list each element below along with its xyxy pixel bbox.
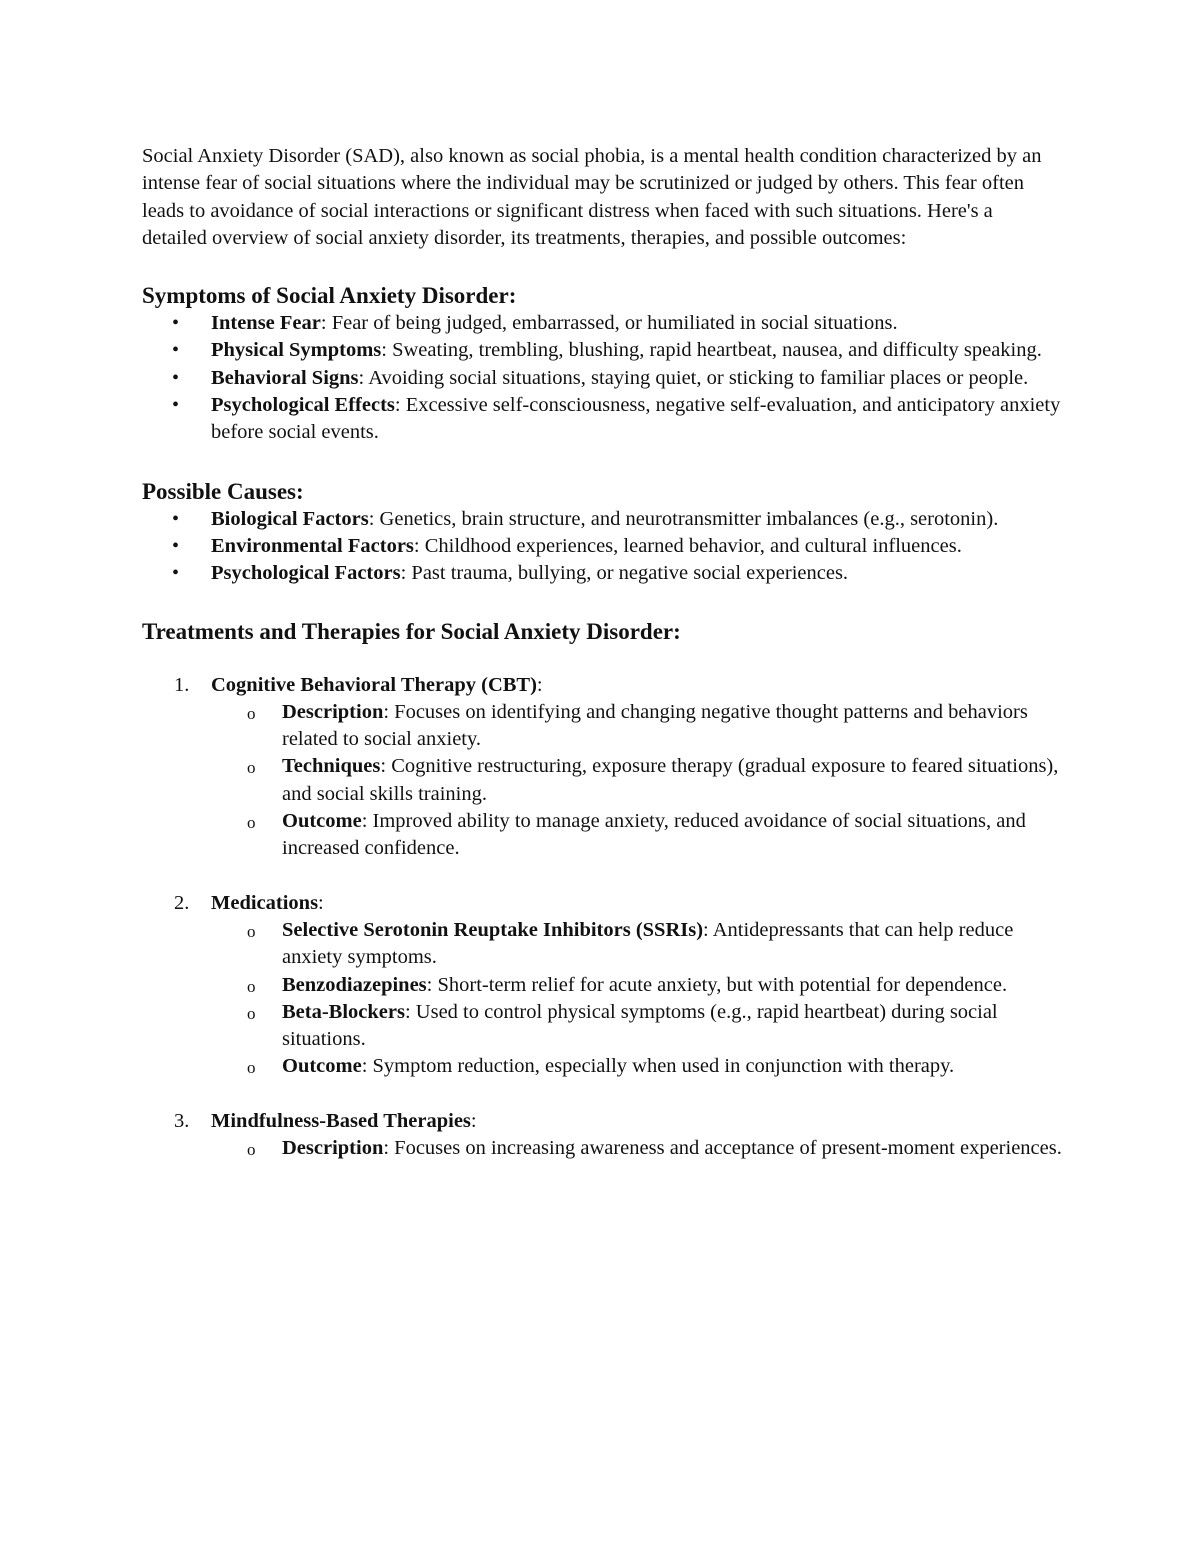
item-text: : Childhood experiences, learned behavior, and cultural influences. <box>413 534 962 557</box>
sub-term: Description <box>282 700 384 723</box>
symptoms-heading: Symptoms of Social Anxiety Disorder: <box>142 283 517 309</box>
item-text: : Sweating, trembling, blushing, rapid heartbeat, nausea, and difficulty speaking. <box>381 339 1042 362</box>
bullet-icon: • <box>172 562 180 585</box>
treatment-item <box>142 1108 1062 1163</box>
sub-text: : Short-term relief for acute anxiety, but with potential for dependence. <box>426 973 1008 996</box>
intro-paragraph: Social Anxiety Disorder (SAD), also known as social phobia, is a mental health condition characterized by an intense fear of social situations where the individual may be scrutinized or judged by others. This fear often leads to avoidance of social interactions or significant distress when faced with such situations. Here's a detailed overview of social anxiety disorder, its treatments, therapies, and possible outcomes: <box>142 145 1042 249</box>
item-term: Biological Factors <box>211 507 369 530</box>
sub-text: : Symptom reduction, especially when used in conjunction with therapy. <box>361 1055 955 1078</box>
sub-term: Selective Serotonin Reuptake Inhibitors (SSRIs) <box>282 918 704 941</box>
sub-item <box>211 699 1062 754</box>
sub-text: : Improved ability to manage anxiety, reduced avoidance of social situations, and increased confidence. <box>282 810 1026 860</box>
item-number: 3. <box>174 1109 190 1132</box>
document-page <box>142 143 1062 1162</box>
sub-term: Description <box>282 1137 384 1160</box>
circle-bullet-icon: o <box>247 758 256 778</box>
list-item <box>142 533 1062 560</box>
treatment-item <box>142 672 1062 863</box>
item-term: Intense Fear <box>211 312 321 335</box>
item-text: : Past trauma, bullying, or negative social experiences. <box>400 562 849 585</box>
circle-bullet-icon: o <box>247 1140 256 1160</box>
sub-term: Outcome <box>282 1055 362 1078</box>
circle-bullet-icon: o <box>247 813 256 833</box>
item-term: Behavioral Signs <box>211 366 359 389</box>
sub-text: : Focuses on identifying and changing negative thought patterns and behaviors related to social anxiety. <box>282 700 1028 751</box>
sub-item <box>211 1053 1062 1080</box>
circle-bullet-icon: o <box>247 921 256 941</box>
sub-term: Beta-Blockers <box>282 1000 405 1023</box>
sub-text: : Focuses on increasing awareness and acceptance of present-moment experiences. <box>383 1137 1062 1160</box>
treatments-heading: Treatments and Therapies for Social Anxiety Disorder: <box>142 618 681 644</box>
treatment-suffix: : <box>318 891 324 914</box>
symptoms-list <box>142 310 1062 446</box>
sub-text: : Cognitive restructuring, exposure therapy (gradual exposure to feared situations), and social skills training. <box>282 755 1059 805</box>
sub-term: Techniques <box>282 755 381 778</box>
causes-heading: Possible Causes: <box>142 478 304 504</box>
item-text: : Genetics, brain structure, and neurotransmitter imbalances (e.g., serotonin). <box>368 507 999 530</box>
item-text: : Excessive self-consciousness, negative self-evaluation, and anticipatory anxiety before social events. <box>211 394 1061 444</box>
list-item <box>142 392 1062 447</box>
treatments-list <box>142 672 1062 1163</box>
treatment-suffix: : <box>470 1109 477 1132</box>
treatment-title: Medications <box>211 891 319 914</box>
sub-list <box>211 1135 1062 1162</box>
treatment-item <box>142 890 1062 1081</box>
bullet-icon: • <box>172 339 180 362</box>
item-text: : Avoiding social situations, staying quiet, or sticking to familiar places or people. <box>358 366 1029 389</box>
list-item <box>142 506 1062 533</box>
sub-list <box>211 917 1062 1081</box>
causes-list <box>142 506 1062 588</box>
bullet-icon: • <box>172 312 180 335</box>
circle-bullet-icon: o <box>247 1058 256 1078</box>
treatment-title: Mindfulness-Based Therapies <box>211 1109 471 1132</box>
bullet-icon: • <box>172 507 180 530</box>
list-item <box>142 337 1062 364</box>
item-term: Environmental Factors <box>211 534 414 557</box>
sub-item <box>211 972 1062 999</box>
item-term: Physical Symptoms <box>211 339 382 362</box>
treatment-title: Cognitive Behavioral Therapy (CBT) <box>211 673 537 696</box>
item-term: Psychological Factors <box>211 562 401 585</box>
bullet-icon: • <box>172 394 180 417</box>
circle-bullet-icon: o <box>247 976 256 996</box>
sub-term: Benzodiazepines <box>282 973 427 996</box>
sub-term: Outcome <box>282 810 362 833</box>
item-number: 1. <box>174 673 190 696</box>
sub-item <box>211 808 1062 863</box>
list-item <box>142 310 1062 337</box>
sub-item <box>211 1135 1062 1162</box>
treatment-suffix: : <box>536 673 543 696</box>
item-text: : Fear of being judged, embarrassed, or humiliated in social situations. <box>320 312 898 335</box>
sub-text: : Antidepressants that can help reduce anxiety symptoms. <box>282 918 1014 969</box>
circle-bullet-icon: o <box>247 703 256 723</box>
sub-item <box>211 999 1062 1054</box>
sub-item <box>211 753 1062 808</box>
bullet-icon: • <box>172 366 180 389</box>
sub-item <box>211 917 1062 972</box>
sub-list <box>211 699 1062 863</box>
list-item <box>142 560 1062 587</box>
bullet-icon: • <box>172 534 180 557</box>
sub-text: : Used to control physical symptoms (e.g., rapid heartbeat) during social situations. <box>282 1000 998 1051</box>
item-number: 2. <box>174 891 190 914</box>
circle-bullet-icon: o <box>247 1003 256 1023</box>
list-item <box>142 365 1062 392</box>
item-term: Psychological Effects <box>211 394 395 417</box>
